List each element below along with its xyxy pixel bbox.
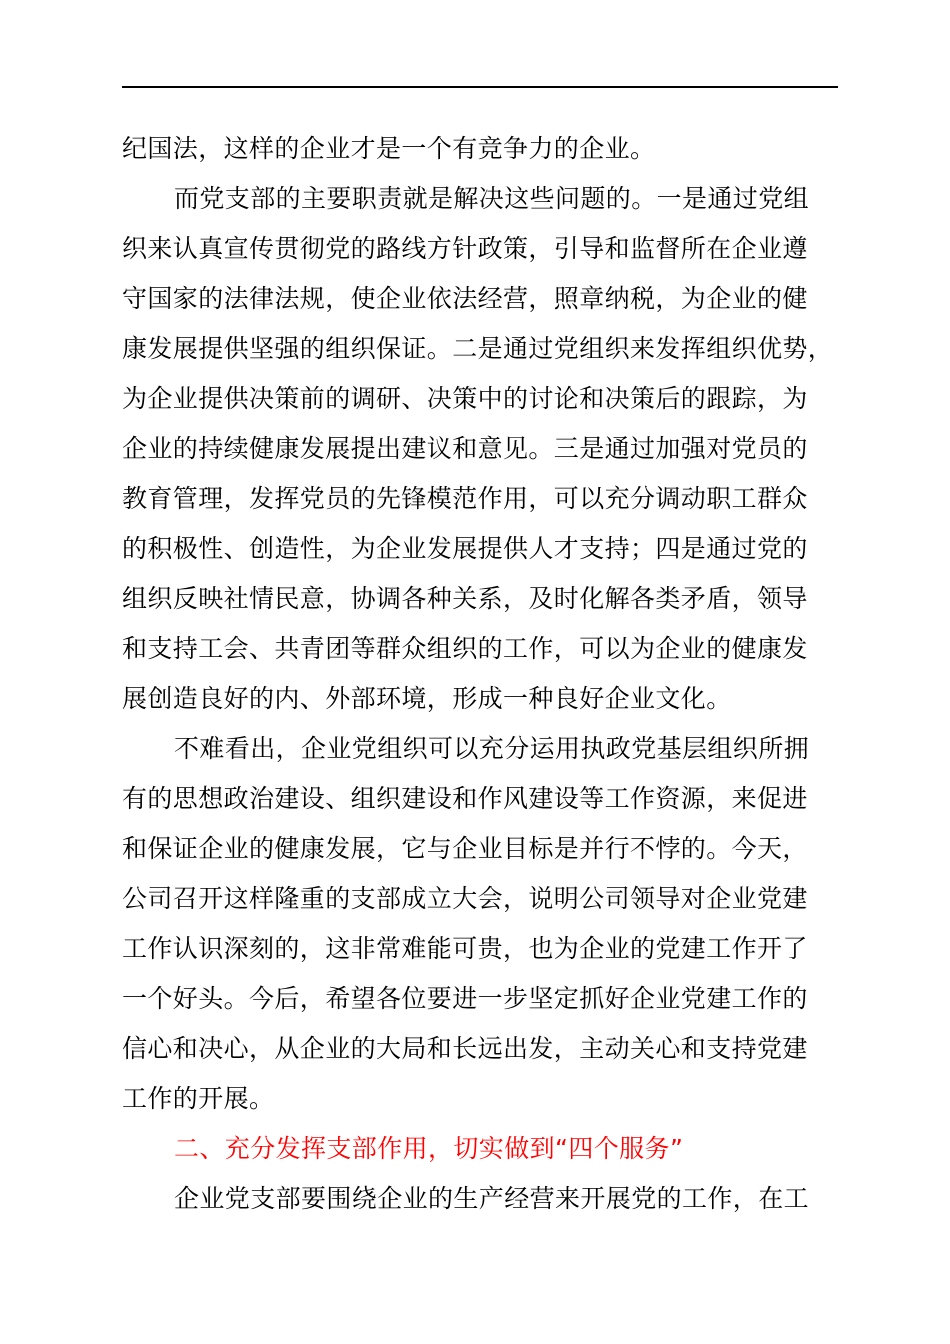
text-line: 织来认真宣传贯彻党的路线方针政策，引导和监督所在企业遵 [122, 234, 808, 263]
text-line: 康发展提供坚强的组织保证。二是通过党组织来发挥组织优势， [122, 334, 834, 363]
text-line: 信心和决心，从企业的大局和长远出发，主动关心和支持党建 [122, 1034, 808, 1063]
text-line: 和保证企业的健康发展，它与企业目标是并行不悖的。今天， [122, 834, 808, 863]
text-line: 守国家的法律法规，使企业依法经营，照章纳税，为企业的健 [122, 284, 808, 313]
text-line: 教育管理，发挥党员的先锋模范作用，可以充分调动职工群众 [122, 484, 808, 513]
text-line: 工作认识深刻的，这非常难能可贵，也为企业的党建工作开了 [122, 934, 808, 963]
text-line: 展创造良好的内、外部环境，形成一种良好企业文化。 [122, 684, 732, 713]
text-line: 组织反映社情民意，协调各种关系，及时化解各类矛盾，领导 [122, 584, 808, 613]
section-heading: 二、充分发挥支部作用，切实做到“四个服务” [174, 1134, 684, 1163]
paragraph-start-line: 而党支部的主要职责就是解决这些问题的。一是通过党组 [174, 184, 810, 213]
text-line: 企业的持续健康发展提出建议和意见。三是通过加强对党员的 [122, 434, 808, 463]
text-line: 为企业提供决策前的调研、决策中的讨论和决策后的跟踪，为 [122, 384, 808, 413]
paragraph-start-line: 不难看出，企业党组织可以充分运用执政党基层组织所拥 [174, 734, 810, 763]
text-line: 工作的开展。 [122, 1084, 275, 1113]
text-line: 纪国法，这样的企业才是一个有竞争力的企业。 [122, 134, 656, 163]
document-body [122, 124, 838, 1224]
text-line: 的积极性、创造性，为企业发展提供人才支持；四是通过党的 [122, 534, 808, 563]
text-line: 公司召开这样隆重的支部成立大会，说明公司领导对企业党建 [122, 884, 808, 913]
text-line: 和支持工会、共青团等群众组织的工作，可以为企业的健康发 [122, 634, 808, 663]
header-rule [122, 86, 838, 88]
text-line: 一个好头。今后，希望各位要进一步坚定抓好企业党建工作的 [122, 984, 808, 1013]
text-line: 有的思想政治建设、组织建设和作风建设等工作资源，来促进 [122, 784, 808, 813]
paragraph-start-line: 企业党支部要围绕企业的生产经营来开展党的工作，在工 [174, 1184, 810, 1213]
